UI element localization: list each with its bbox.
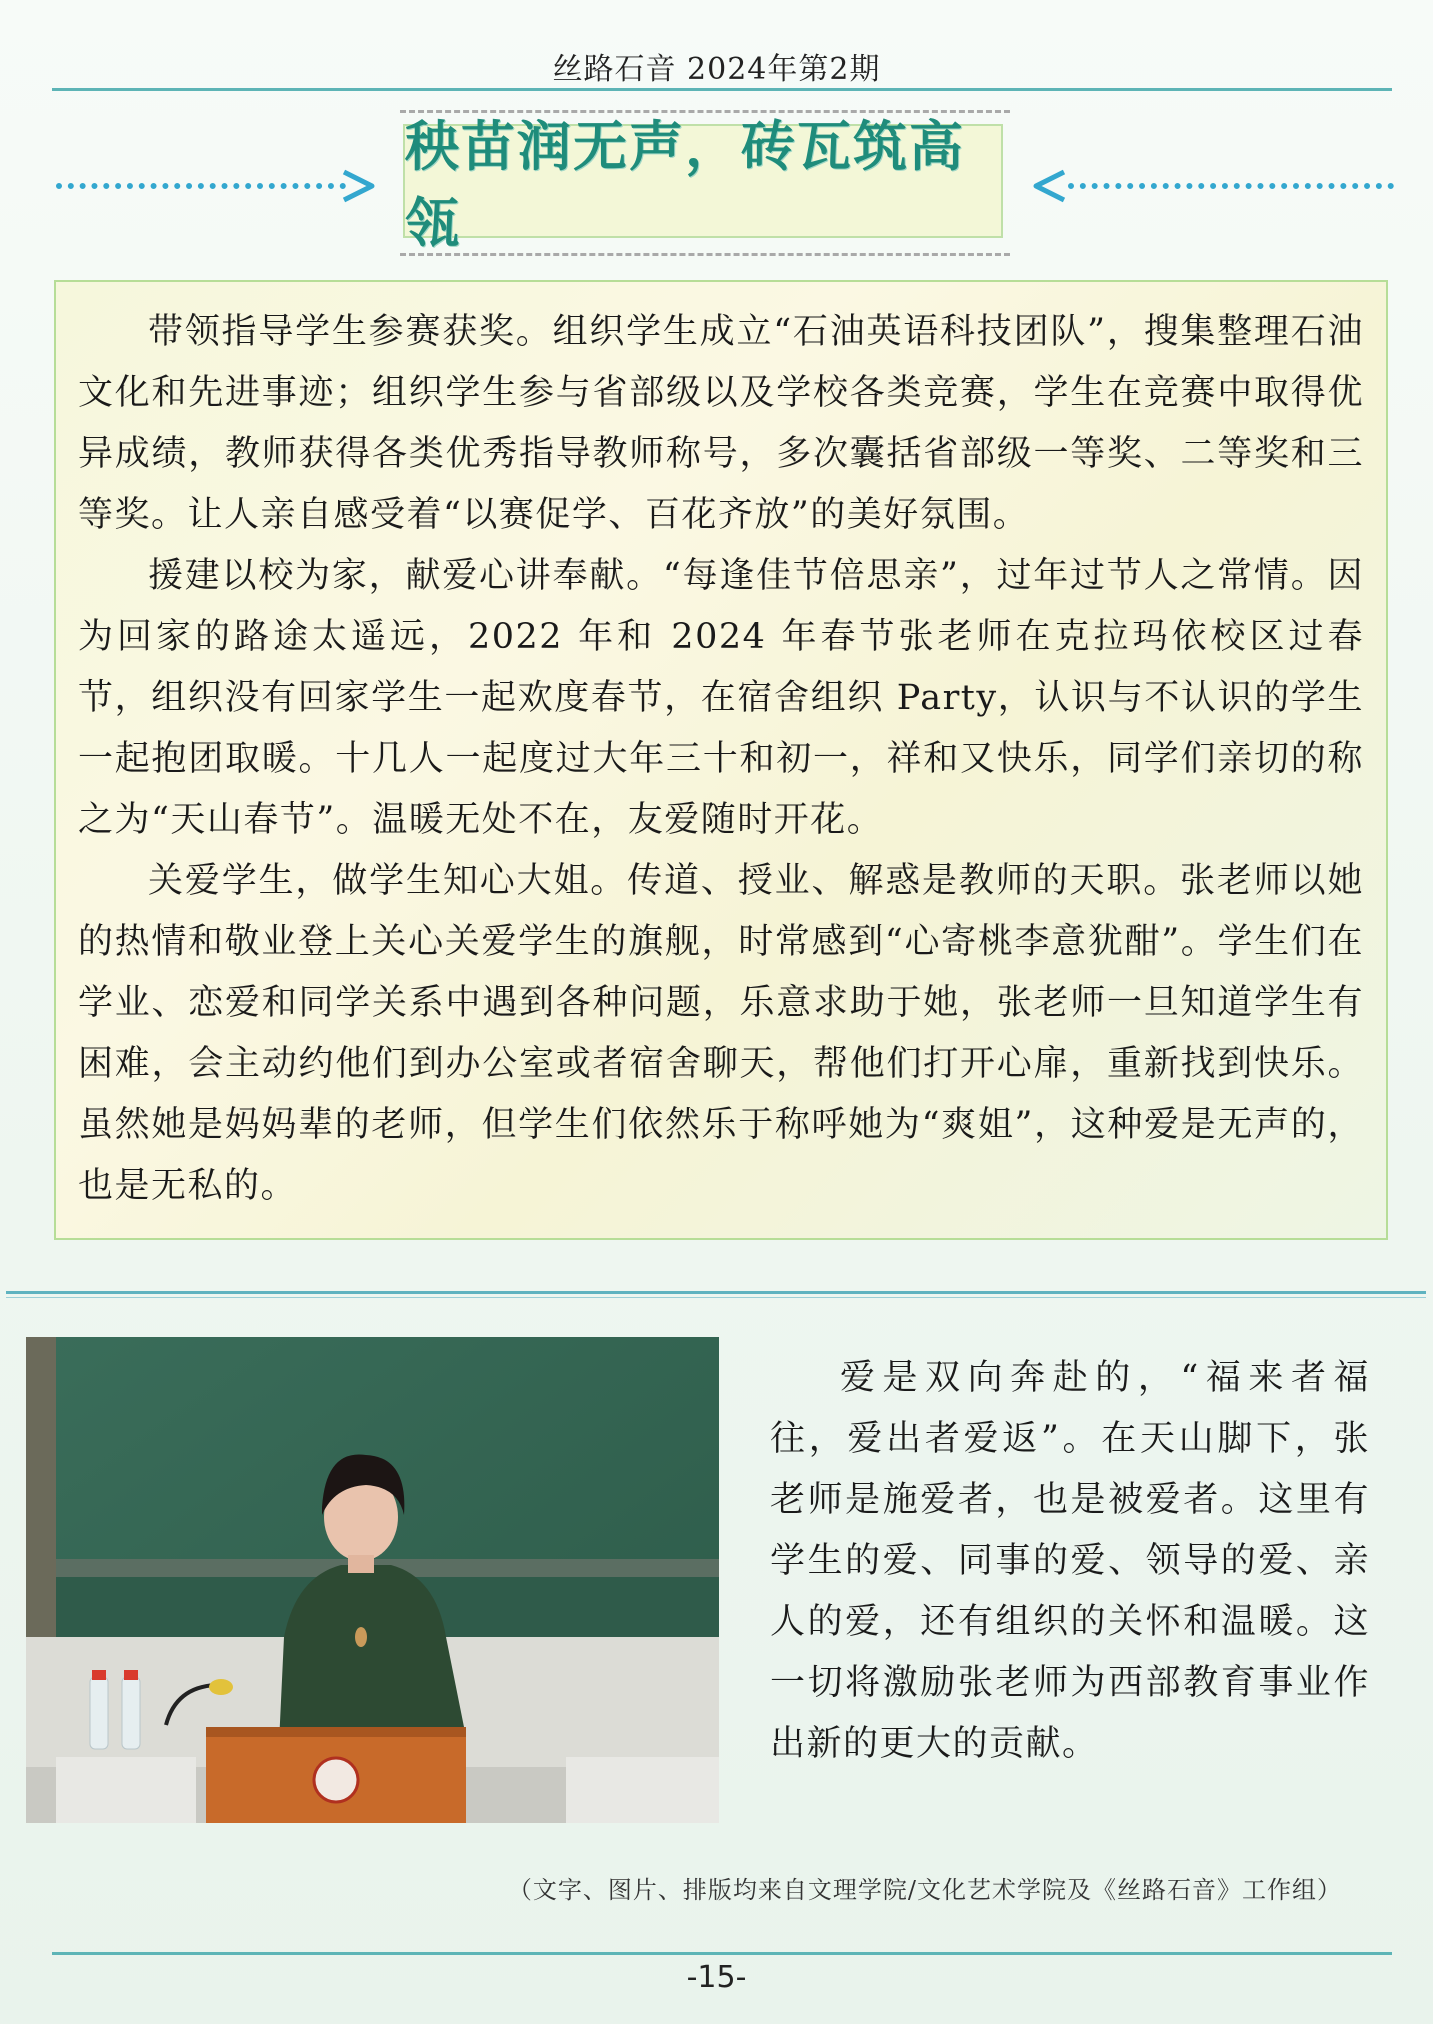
arrow-right-icon — [338, 166, 378, 206]
paragraph-competition: 带领指导学生参赛获奖。组织学生成立“石油英语科技团队”，搜集整理石油文化和先进事迹；组织学生参与省部级以及学校各类竞赛，学生在竞赛中取得优异成绩，教师获得各类优秀指导教师称号，多次囊括省部级一等奖、二等奖和三等奖。让人亲自感受着“以赛促学、百花齐放”的美好氛围。 — [78, 312, 1364, 535]
paragraph-caring-students: 关爱学生，做学生知心大姐。传道、授业、解惑是教师的天职。张老师以她的热情和敬业登上关心关爱学生的旗舰，时常感到“心寄桃李意犹酣”。学生们在学业、恋爱和同学关系中遇到各种问题，乐意求助于她，张老师一旦知道学生有困难，会主动约他们到办公室或者宿舍聊天，帮他们打开心扉，重新找到快乐。虽然她是妈妈辈的老师，但学生们依然乐于称呼她为“爽姐”，这种爱是无声的，也是无私的。 — [78, 861, 1364, 1206]
title-banner — [403, 114, 1003, 255]
article-title: 秧苗润无声，砖瓦筑高瓴 — [405, 114, 965, 255]
section-divider — [6, 1291, 1426, 1294]
credits-note: （文字、图片、排版均来自文理学院/文化艺术学院及《丝路石音》工作组） — [507, 1876, 1342, 1904]
header-divider — [52, 88, 1392, 91]
dotted-line-right — [1068, 183, 1394, 189]
footer-divider — [52, 1952, 1392, 1955]
section-divider-thin — [6, 1297, 1426, 1298]
paragraph-spring-festival: 援建以校为家，献爱心讲奉献。“每逢佳节倍思亲”，过年过节人之常情。因为回家的路途太遥远，2022 年和 2024 年春节张老师在克拉玛依校区过春节，组织没有回家学生一起欢度春节，在宿舍组织 Party，认识与不认识的学生一起抱团取暖。十几人一起度过大年三十和初一，祥和又快乐，同学们亲切的称之为“天山春节”。温暖无处不在，友爱随时开花。 — [78, 556, 1364, 840]
teacher-photo — [26, 1337, 719, 1823]
closing-paragraph: 爱是双向奔赴的，“福来者福往，爱出者爱返”。在天山脚下，张老师是施爱者，也是被爱者。这里有学生的爱、同事的爱、领导的爱、亲人的爱，还有组织的关怀和温暖。这一切将激励张老师为西部教育事业作出新的更大的贡献。 — [770, 1358, 1370, 1764]
dotted-line-left — [56, 183, 346, 189]
journal-header: 丝路石音 2024年第2期 — [552, 52, 881, 87]
arrow-left-icon — [1030, 166, 1070, 206]
article-body-box — [54, 280, 1388, 1240]
title-bottom-dash — [400, 253, 1010, 256]
page-number: -15- — [686, 1960, 747, 1995]
